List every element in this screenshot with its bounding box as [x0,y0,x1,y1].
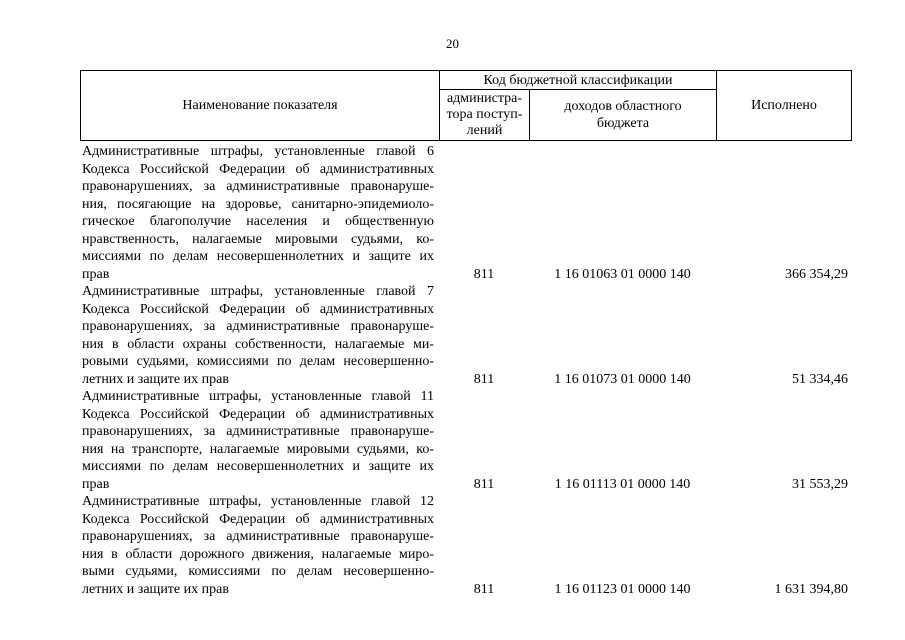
row-indicator-line: Кодекса Российской Федерации об административных [82,406,434,422]
row-indicator-line: летних и защите их прав [82,581,229,597]
row-indicator-name [82,283,434,388]
page-number: 20 [446,36,459,51]
row-indicator-line: прав [82,476,110,492]
header-indicator-name: Наименование показателя [81,71,440,140]
row-indicator-line: Административные штрафы, установленные главой 12 [82,494,434,509]
row-indicator-line: летних и защите их прав [82,371,229,387]
row-indicator-line: ния в области охраны собственности, налагаемые ми- [82,336,434,352]
row-admin-code: 811 [473,581,495,597]
row-executed-amount: 51 334,46 [792,371,848,387]
header-regional-budget-income [530,90,717,140]
row-indicator-line: миссиями по делам несовершеннолетних и защите их [82,249,434,264]
row-indicator-line: ния на транспорте, налагаемые мировыми судьями, ко- [82,441,434,457]
row-indicator-line: гическое благополучие населения и общественную [82,214,434,229]
row-admin-code: 811 [473,476,495,492]
row-indicator-name [82,388,434,493]
header-income-text [564,98,681,132]
row-indicator-line: Кодекса Российской Федерации об административных [82,301,434,317]
table-row [80,143,852,283]
row-income-code: 1 16 01073 01 0000 140 [554,371,691,387]
row-indicator-line: правонарушениях, за административные правонаруше- [82,529,434,544]
row-indicator-line: Административные штрафы, установленные главой 6 [82,144,434,159]
header-executed: Исполнено [751,98,817,113]
table-row [80,388,852,493]
row-income-code: 1 16 01113 01 0000 140 [554,476,691,492]
row-indicator-line: правонарушениях, за административные правонаруше- [82,319,434,334]
row-indicator-line: выми судьями, комиссиями по делам несовершенно- [82,564,434,579]
row-indicator-line: Административные штрафы, установленные главой 11 [82,389,434,404]
header-admin-line: тора поступ- [446,107,523,122]
table-header [80,70,852,141]
row-income-code: 1 16 01123 01 0000 140 [554,581,691,597]
table-row [80,493,852,598]
row-indicator-name [82,493,434,598]
row-indicator-line: ровыми судьями, комиссиями по делам несовершенно- [82,354,434,369]
row-indicator-line: правонарушениях, за административные правонаруше- [82,424,434,439]
row-indicator-line: Кодекса Российской Федерации об административных [82,161,434,177]
row-indicator-line: ния, посягающие на здоровье, санитарно-эпидемиоло- [82,196,434,212]
row-income-code: 1 16 01063 01 0000 140 [554,266,691,282]
row-indicator-line: Административные штрафы, установленные главой 7 [82,284,434,299]
header-income-line: бюджета [596,116,650,131]
header-income-line: доходов областного [564,99,682,114]
header-admin-line: лений [466,123,503,138]
header-admin-text [447,91,523,139]
row-admin-code: 811 [473,266,495,282]
row-indicator-line: ния в области дорожного движения, налагаемые миро- [82,546,434,562]
header-admin-line: администра- [446,91,523,106]
row-indicator-name [82,143,434,283]
row-indicator-line: нравственность, налагаемые мировыми судьями, ко- [82,231,434,247]
table-row [80,283,852,388]
row-indicator-line: миссиями по делам несовершеннолетних и защите их [82,459,434,474]
row-indicator-line: правонарушениях, за административные правонаруше- [82,179,434,194]
row-executed-amount: 31 553,29 [792,476,848,492]
header-budget-classification-code: Код бюджетной классификации [440,71,717,90]
row-executed-amount: 1 631 394,80 [774,581,848,597]
header-revenue-administrator [440,90,530,140]
row-indicator-line: прав [82,266,110,282]
row-admin-code: 811 [473,371,495,387]
row-indicator-line: Кодекса Российской Федерации об административных [82,511,434,527]
row-executed-amount: 366 354,29 [785,266,848,282]
